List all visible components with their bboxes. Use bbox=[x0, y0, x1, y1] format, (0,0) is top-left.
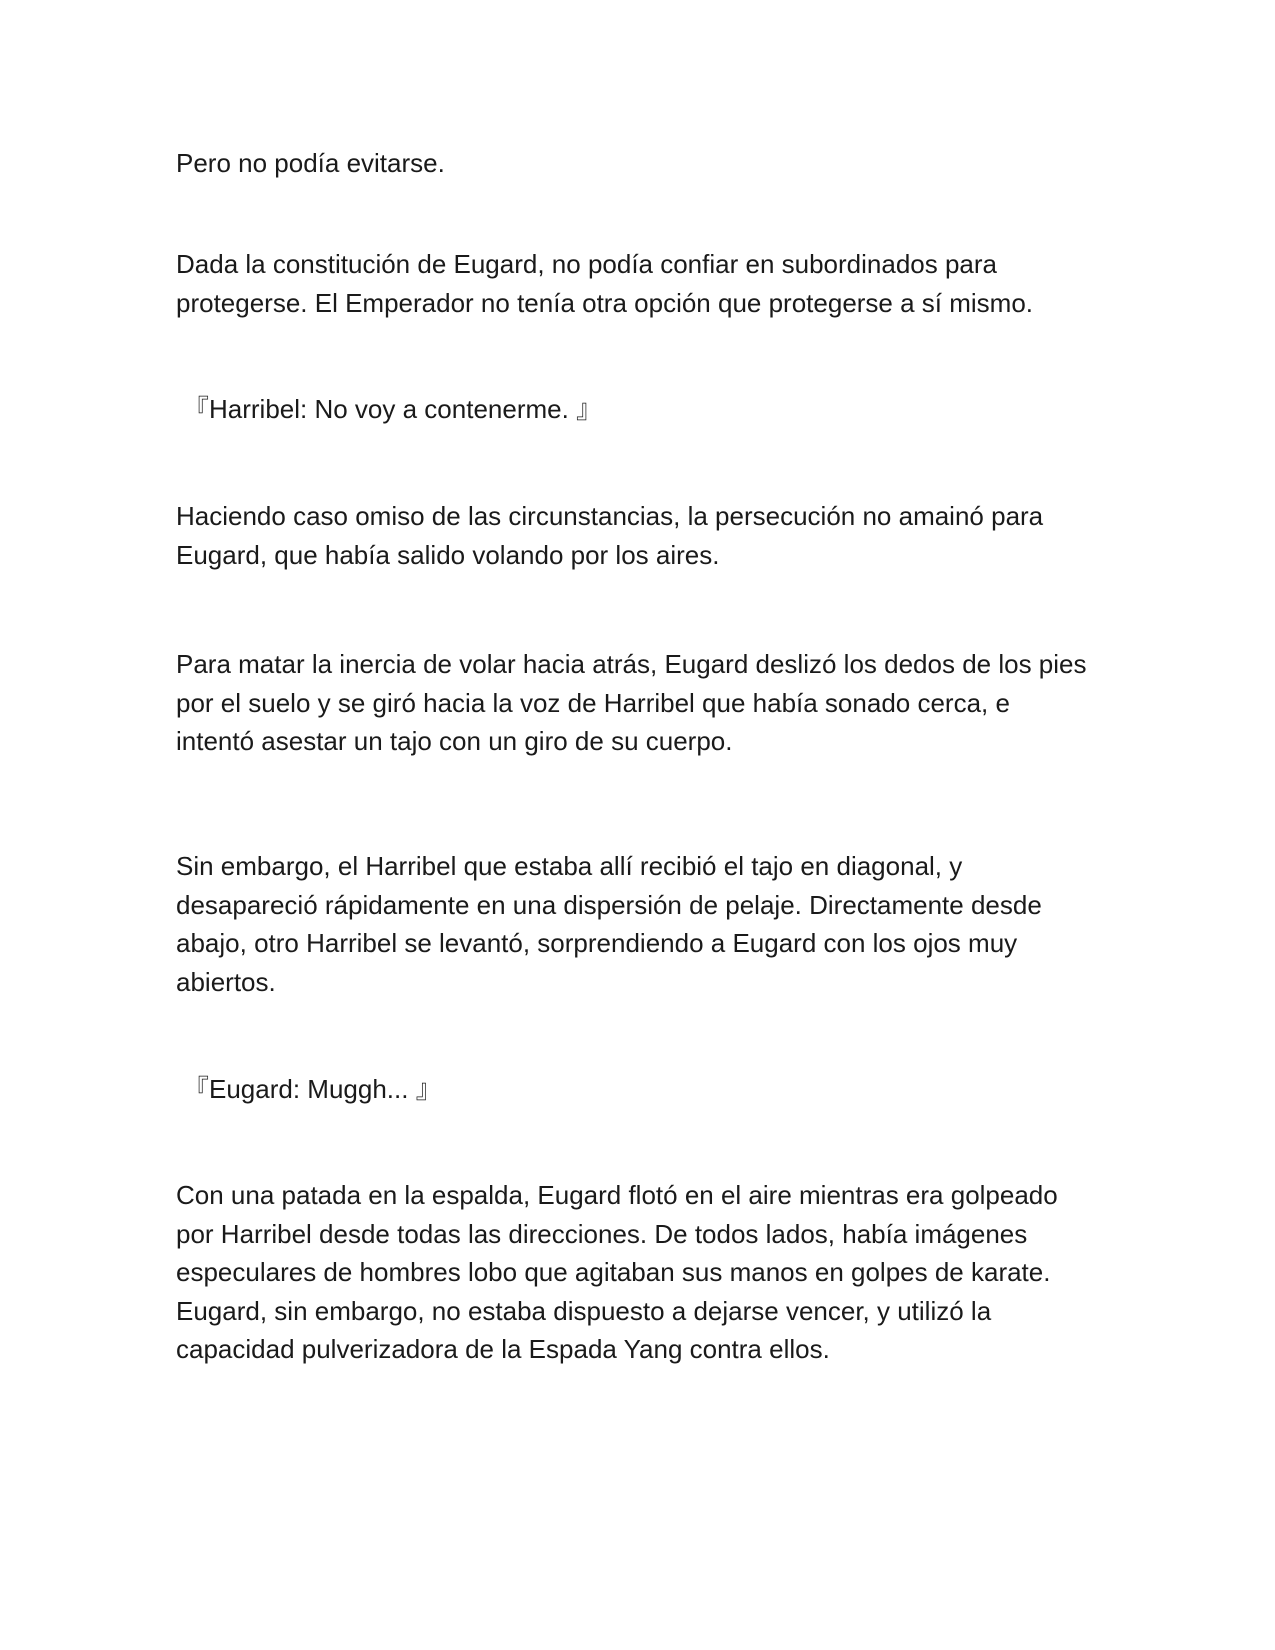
dialogue-line: 『Harribel: No voy a contenerme. 』 bbox=[183, 394, 603, 424]
dialogue-line: 『Eugard: Muggh... 』 bbox=[183, 1074, 442, 1104]
dialogue-harribel bbox=[183, 390, 1113, 429]
text-line: Para matar la inercia de volar hacia atrás, Eugard deslizó los dedos de los pies bbox=[176, 649, 1087, 679]
text-line: especulares de hombres lobo que agitaban sus manos en golpes de karate. bbox=[176, 1257, 1051, 1287]
text-line: Con una patada en la espalda, Eugard flotó en el aire mientras era golpeado bbox=[176, 1180, 1058, 1210]
text-line: desapareció rápidamente en una dispersión de pelaje. Directamente desde bbox=[176, 889, 1042, 920]
text-line: Eugard, que había salido volando por los aires. bbox=[176, 539, 720, 570]
text-line: abajo, otro Harribel se levantó, sorprendiendo a Eugard con los ojos muy bbox=[176, 928, 1018, 958]
paragraph-5 bbox=[176, 847, 1106, 1001]
dialogue-eugard bbox=[183, 1070, 1113, 1109]
paragraph-6 bbox=[176, 1176, 1106, 1369]
paragraph-1 bbox=[176, 144, 1106, 183]
text-line: Eugard, sin embargo, no estaba dispuesto a dejarse vencer, y utilizó la bbox=[176, 1295, 992, 1326]
text-line: Pero no podía evitarse. bbox=[176, 148, 445, 178]
text-line: Sin embargo, el Harribel que estaba allí recibió el tajo en diagonal, y bbox=[176, 851, 963, 881]
text-line: protegerse. El Emperador no tenía otra opción que protegerse a sí mismo. bbox=[176, 287, 1034, 318]
paragraph-4 bbox=[176, 645, 1106, 761]
text-line: intentó asestar un tajo con un giro de su cuerpo. bbox=[176, 726, 733, 756]
text-line: Dada la constitución de Eugard, no podía confiar en subordinados para bbox=[176, 249, 998, 279]
text-line: abiertos. bbox=[176, 966, 276, 997]
text-line: por el suelo y se giró hacia la voz de Harribel que había sonado cerca, e bbox=[176, 687, 1010, 718]
paragraph-2 bbox=[176, 245, 1106, 322]
paragraph-3 bbox=[176, 497, 1106, 574]
text-line: Haciendo caso omiso de las circunstancias, la persecución no amainó para bbox=[176, 501, 1044, 531]
text-line: por Harribel desde todas las direcciones. De todos lados, había imágenes bbox=[176, 1218, 1028, 1249]
text-line: capacidad pulverizadora de la Espada Yang contra ellos. bbox=[176, 1334, 830, 1364]
